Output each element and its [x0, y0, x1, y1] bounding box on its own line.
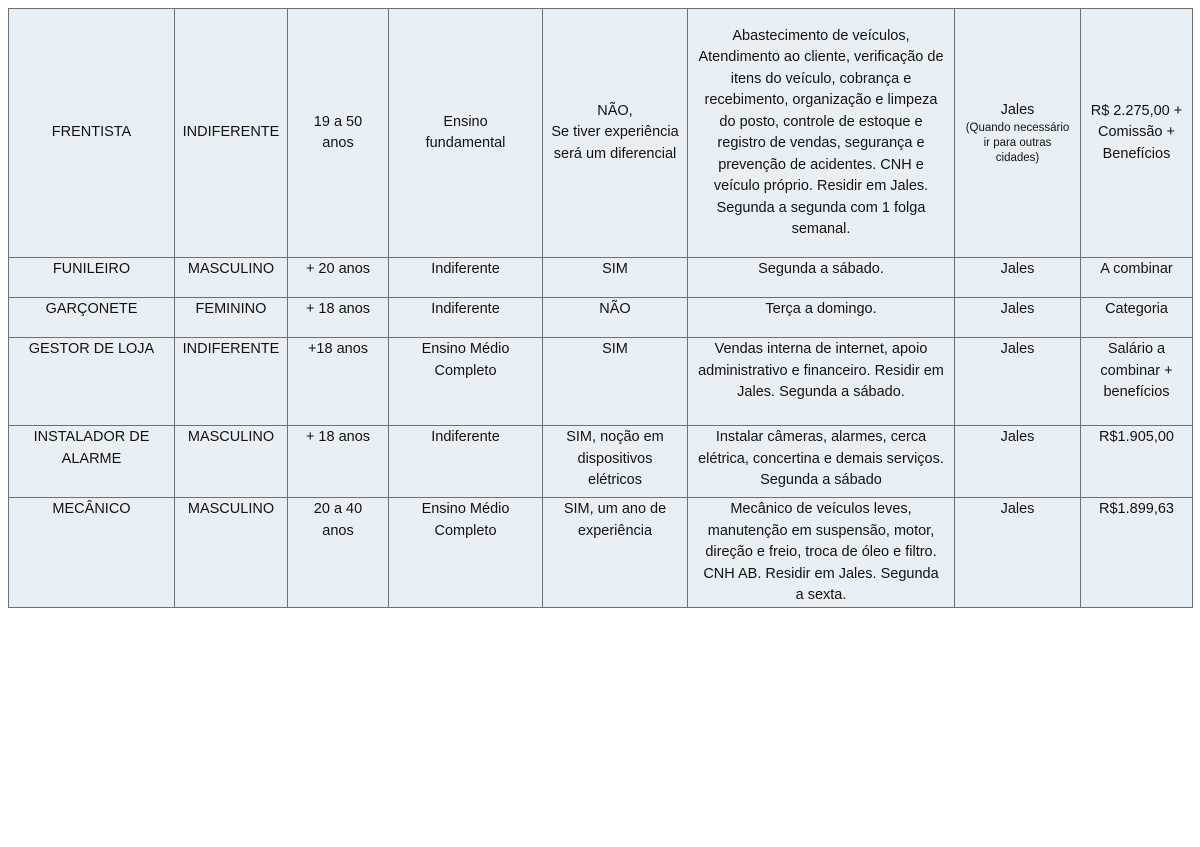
location-cell: Jales [955, 298, 1081, 338]
job-listings-sheet [8, 8, 1192, 608]
activities-cell: Vendas interna de internet, apoio administrativo e financeiro. Residir em Jales. Segunda a sábado. [688, 338, 955, 426]
job-title-cell: FUNILEIRO [9, 258, 175, 298]
age-cell: + 20 anos [288, 258, 389, 298]
gender-cell: FEMININO [175, 298, 288, 338]
job-title-cell: GARÇONETE [9, 298, 175, 338]
salary-cell: Categoria [1081, 298, 1193, 338]
education-cell: Ensino Médio Completo [389, 338, 543, 426]
location-note: (Quando necessário ir para outras cidades) [965, 122, 1070, 165]
location-cell: Jales [955, 338, 1081, 426]
gender-cell: INDIFERENTE [175, 9, 288, 258]
job-title-cell: GESTOR DE LOJA [9, 338, 175, 426]
age-cell: + 18 anos [288, 298, 389, 338]
job-listings-table [8, 8, 1193, 608]
activities-cell: Instalar câmeras, alarmes, cerca elétrica, concertina e demais serviços. Segunda a sábado [688, 426, 955, 498]
experience-cell: NÃO, Se tiver experiência será um diferencial [543, 9, 688, 258]
gender-cell: INDIFERENTE [175, 338, 288, 426]
job-title-cell: MECÂNICO [9, 498, 175, 608]
salary-cell: R$1.905,00 [1081, 426, 1193, 498]
job-title-cell: FRENTISTA [9, 9, 175, 258]
experience-cell: NÃO [543, 298, 688, 338]
education-cell: Indiferente [389, 426, 543, 498]
experience-cell: SIM [543, 338, 688, 426]
location-cell: Jales [955, 258, 1081, 298]
education-cell: Indiferente [389, 258, 543, 298]
table-row [9, 338, 1193, 426]
salary-cell: Salário a combinar + benefícios [1081, 338, 1193, 426]
education-cell: Ensino Médio Completo [389, 498, 543, 608]
activities-cell: Segunda a sábado. [688, 258, 955, 298]
activities-cell: Abastecimento de veículos, Atendimento ao cliente, verificação de itens do veículo, cobrança e recebimento, organização e limpeza do posto, controle de estoque e registro de vendas, segurança e prevenção de acidentes. CNH e veículo próprio. Residir em Jales. Segunda a segunda com 1 folga semanal. [688, 9, 955, 258]
location-cell: Jales [955, 426, 1081, 498]
salary-cell: R$1.899,63 [1081, 498, 1193, 608]
experience-cell: SIM, noção em dispositivos elétricos [543, 426, 688, 498]
table-row [9, 498, 1193, 608]
location-cell: Jales [955, 498, 1081, 608]
activities-cell: Terça a domingo. [688, 298, 955, 338]
gender-cell: MASCULINO [175, 498, 288, 608]
age-cell: 20 a 40 anos [288, 498, 389, 608]
job-title-cell: INSTALADOR DE ALARME [9, 426, 175, 498]
table-row [9, 9, 1193, 258]
education-cell: Indiferente [389, 298, 543, 338]
age-cell: 19 a 50 anos [288, 9, 389, 258]
gender-cell: MASCULINO [175, 426, 288, 498]
salary-cell: A combinar [1081, 258, 1193, 298]
experience-cell: SIM [543, 258, 688, 298]
table-row [9, 426, 1193, 498]
age-cell: +18 anos [288, 338, 389, 426]
location-cell: Jales (Quando necessário ir para outras cidades) [955, 9, 1081, 258]
education-cell: Ensino fundamental [389, 9, 543, 258]
table-row [9, 298, 1193, 338]
experience-cell: SIM, um ano de experiência [543, 498, 688, 608]
age-cell: + 18 anos [288, 426, 389, 498]
activities-cell: Mecânico de veículos leves, manutenção em suspensão, motor, direção e freio, troca de óleo e filtro. CNH AB. Residir em Jales. Segunda a sexta. [688, 498, 955, 608]
table-row [9, 258, 1193, 298]
salary-cell: R$ 2.275,00 + Comissão + Benefícios [1081, 9, 1193, 258]
gender-cell: MASCULINO [175, 258, 288, 298]
